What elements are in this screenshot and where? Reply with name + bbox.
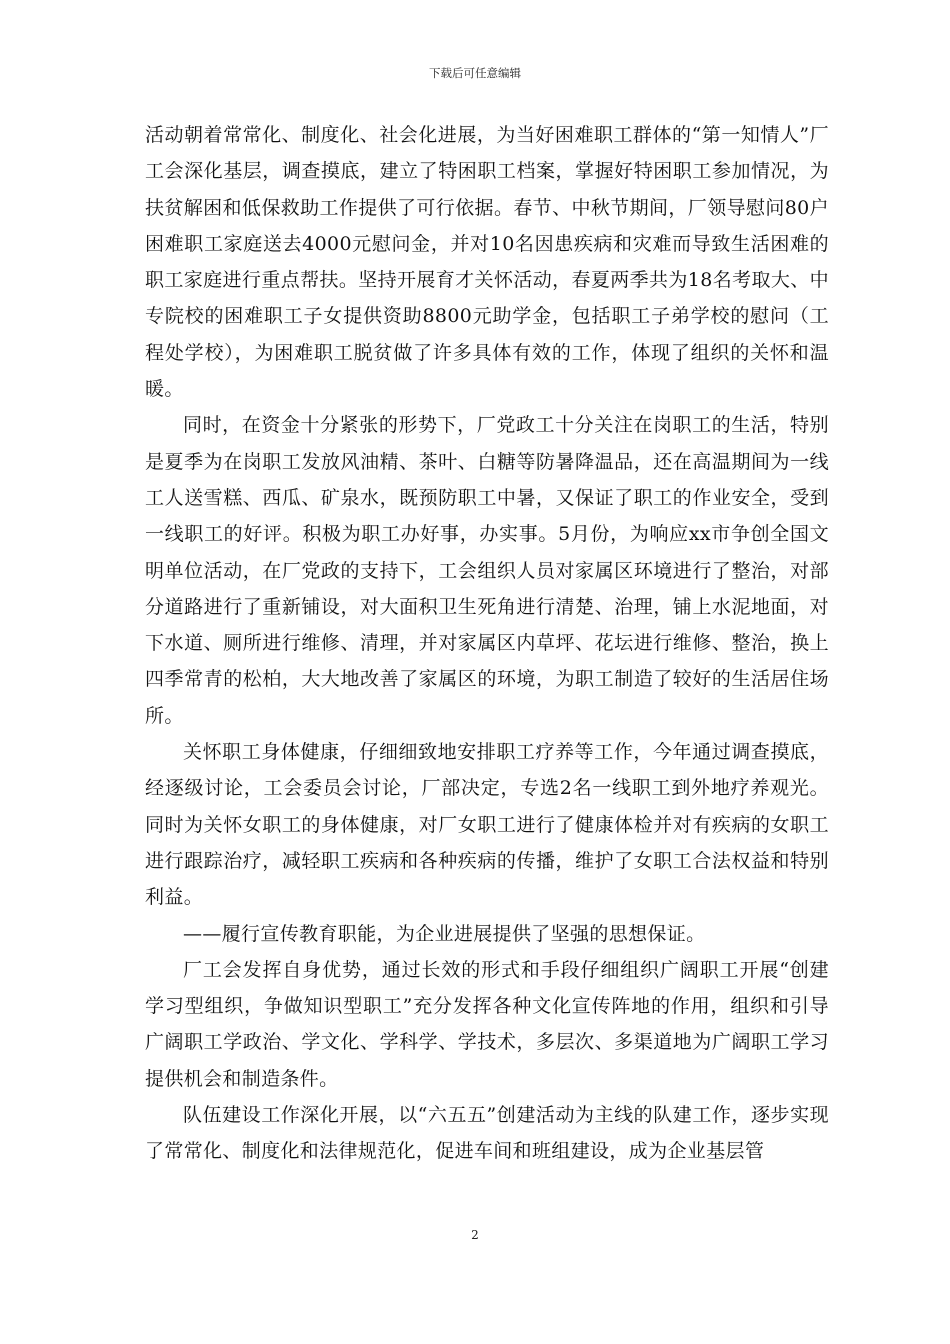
section-heading-education: ——履行宣传教育职能，为企业进展提供了坚强的思想保证。 [183,922,706,945]
paragraph-summer-care: 同时，在资金十分紧张的形势下，厂党政工十分关注在岗职工的生活，特别是夏季为在岗职工发放风油精、茶叶、白糖等防暑降温品，还在高温期间为一线工人送雪糕、西瓜、矿泉水，既预防职工中暑，又保证了职工的作业安全，受到一线职工的好评。积极为职工办好事，办实事。5月份，为响应xx市争创全国文明单位活动，在厂党政的支持下，工会组织人员对家属区环境进行了整治，对部分道路进行了重新铺设，对大面积卫生死角进行清楚、治理，铺上水泥地面，对下水道、厕所进行维修、清理，并对家属区内草坪、花坛进行维修、整治，换上四季常青的松柏，大大地改善了家属区的环境，为职工制造了较好的生活居住场所。 [145,414,829,727]
paragraph-learning: 厂工会发挥自身优势，通过长效的形式和手段仔细组织广阔职工开展“创建学习型组织，争做知识型职工”充分发挥各种文化宣传阵地的作用，组织和引导广阔职工学政治、学文化、学科学、学技术，多层次、多渠道地为广阔职工学习提供机会和制造条件。 [145,958,829,1090]
page-number: 2 [471,1228,479,1242]
paragraph-team-building: 队伍建设工作深化开展，以“六五五”创建活动为主线的队建工作，逐步实现了常常化、制度化和法律规范化，促进车间和班组建设，成为企业基层管 [145,1104,829,1163]
page-header-note: 下载后可任意编辑 [429,66,521,80]
body-text [145,117,829,1170]
paragraph-health-care: 关怀职工身体健康，仔细细致地安排职工疗养等工作，今年通过调查摸底，经逐级讨论，工会委员会讨论，厂部决定，专选2名一线职工到外地疗养观光。同时为关怀女职工的身体健康，对厂女职工进行了健康体检并对有疾病的女职工进行跟踪治疗，减轻职工疾病和各种疾病的传播，维护了女职工合法权益和特别利益。 [145,741,829,909]
paragraph-continuation: 活动朝着常常化、制度化、社会化进展，为当好困难职工群体的“第一知情人”厂工会深化基层，调查摸底，建立了特困职工档案，掌握好特困职工参加情况，为扶贫解困和低保救助工作提供了可行依据。春节、中秋节期间，厂领导慰问80户困难职工家庭送去4000元慰问金，并对10名因患疾病和灾难而导致生活困难的职工家庭进行重点帮扶。坚持开展育才关怀活动，春夏两季共为18名考取大、中专院校的困难职工子女提供资助8800元助学金，包括职工子弟学校的慰问（工程处学校），为困难职工脱贫做了许多具体有效的工作，体现了组织的关怀和温暖。 [145,124,829,401]
